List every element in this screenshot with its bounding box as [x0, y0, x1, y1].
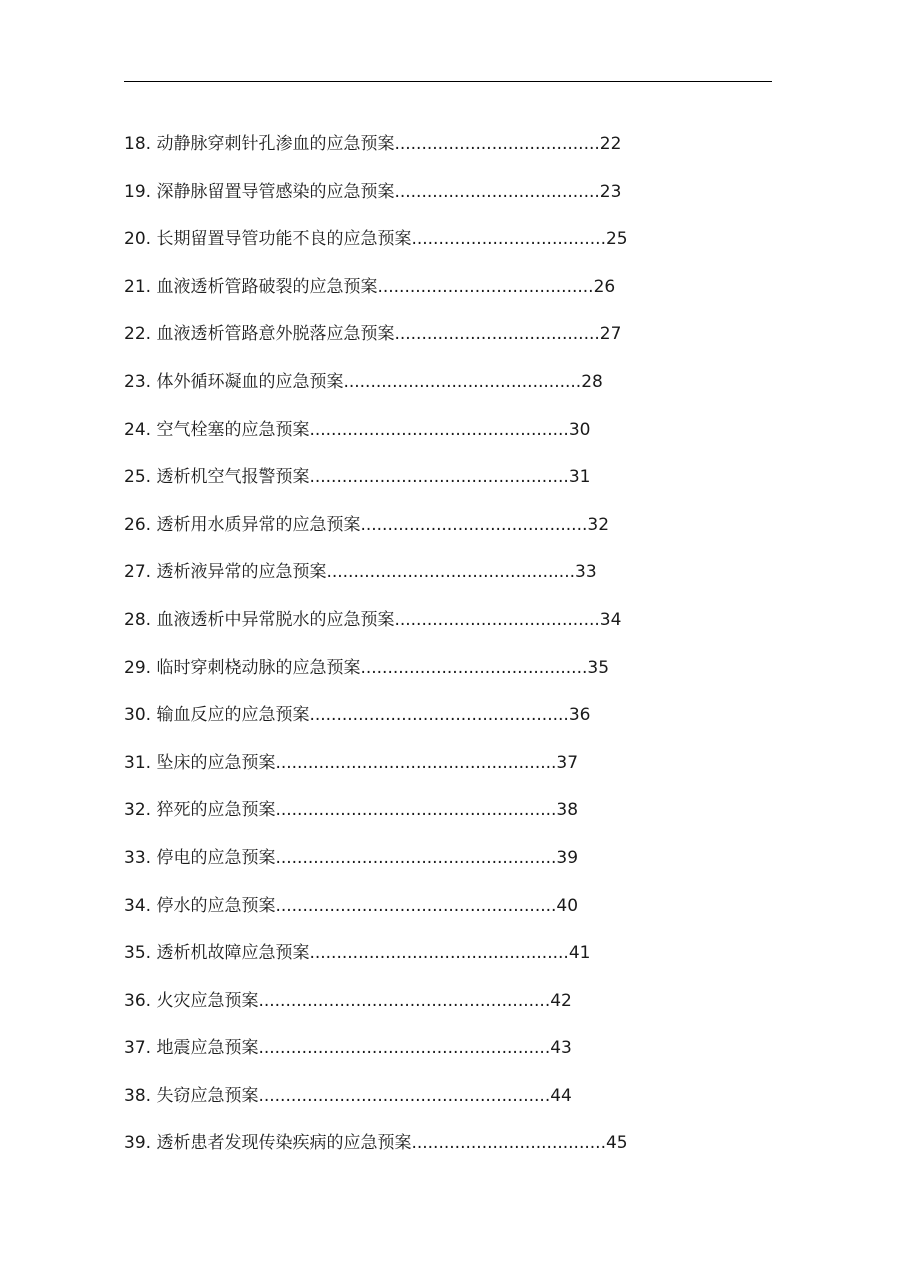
toc-entry[interactable] — [124, 842, 772, 890]
toc-entry-text: 22. 血液透析管路意外脱落应急预案......................................27 — [124, 324, 622, 345]
toc-entry-text: 23. 体外循环凝血的应急预案............................................28 — [124, 371, 603, 392]
toc-entry[interactable] — [124, 461, 772, 509]
toc-entry-text: 20. 长期留置导管功能不良的应急预案....................................25 — [124, 229, 628, 250]
toc-entry[interactable] — [124, 604, 772, 652]
toc-entry-text: 27. 透析液异常的应急预案..............................................33 — [124, 562, 597, 583]
toc-entry-text: 29. 临时穿刺桡动脉的应急预案..........................................35 — [124, 657, 610, 678]
toc-entry[interactable] — [124, 985, 772, 1033]
toc-entry[interactable] — [124, 509, 772, 557]
toc-entry-text: 36. 火灾应急预案......................................................42 — [124, 990, 572, 1011]
toc-entry[interactable] — [124, 699, 772, 747]
toc-entry-text: 38. 失窃应急预案......................................................44 — [124, 1085, 572, 1106]
toc-entry[interactable] — [124, 652, 772, 700]
toc-entry-text: 26. 透析用水质异常的应急预案..........................................32 — [124, 514, 610, 535]
toc-entry-text: 24. 空气栓塞的应急预案................................................30 — [124, 419, 591, 440]
toc-entry-text: 37. 地震应急预案......................................................43 — [124, 1038, 572, 1059]
toc-entry[interactable] — [124, 318, 772, 366]
toc-entry[interactable] — [124, 556, 772, 604]
toc-entry[interactable] — [124, 366, 772, 414]
toc-entry[interactable] — [124, 223, 772, 271]
toc-entry[interactable] — [124, 128, 772, 176]
toc-entry-text: 31. 坠床的应急预案....................................................37 — [124, 752, 579, 773]
toc-entry[interactable] — [124, 414, 772, 462]
toc-entry[interactable] — [124, 1080, 772, 1128]
toc-entry-text: 32. 猝死的应急预案....................................................38 — [124, 800, 579, 821]
toc-entry-text: 18. 动静脉穿刺针孔渗血的应急预案......................................22 — [124, 134, 622, 154]
toc-entry-text: 30. 输血反应的应急预案................................................36 — [124, 705, 591, 726]
table-of-contents — [124, 128, 772, 1175]
toc-entry-text: 28. 血液透析中异常脱水的应急预案......................................34 — [124, 609, 622, 630]
toc-entry[interactable] — [124, 937, 772, 985]
toc-entry[interactable] — [124, 1032, 772, 1080]
toc-entry[interactable] — [124, 176, 772, 224]
toc-entry[interactable] — [124, 794, 772, 842]
toc-entry-text: 21. 血液透析管路破裂的应急预案........................................26 — [124, 276, 616, 297]
toc-entry-text: 34. 停水的应急预案....................................................40 — [124, 895, 579, 916]
toc-entry-text: 25. 透析机空气报警预案................................................31 — [124, 467, 591, 488]
toc-entry-text: 39. 透析患者发现传染疾病的应急预案....................................45 — [124, 1133, 628, 1154]
toc-entry[interactable] — [124, 1127, 772, 1175]
toc-entry[interactable] — [124, 890, 772, 938]
toc-entry-text: 35. 透析机故障应急预案................................................41 — [124, 943, 591, 964]
toc-entry-text: 19. 深静脉留置导管感染的应急预案......................................23 — [124, 181, 622, 202]
toc-entry[interactable] — [124, 747, 772, 795]
toc-entry-text: 33. 停电的应急预案....................................................39 — [124, 847, 579, 868]
header-rule — [124, 81, 772, 82]
toc-entry[interactable] — [124, 271, 772, 319]
